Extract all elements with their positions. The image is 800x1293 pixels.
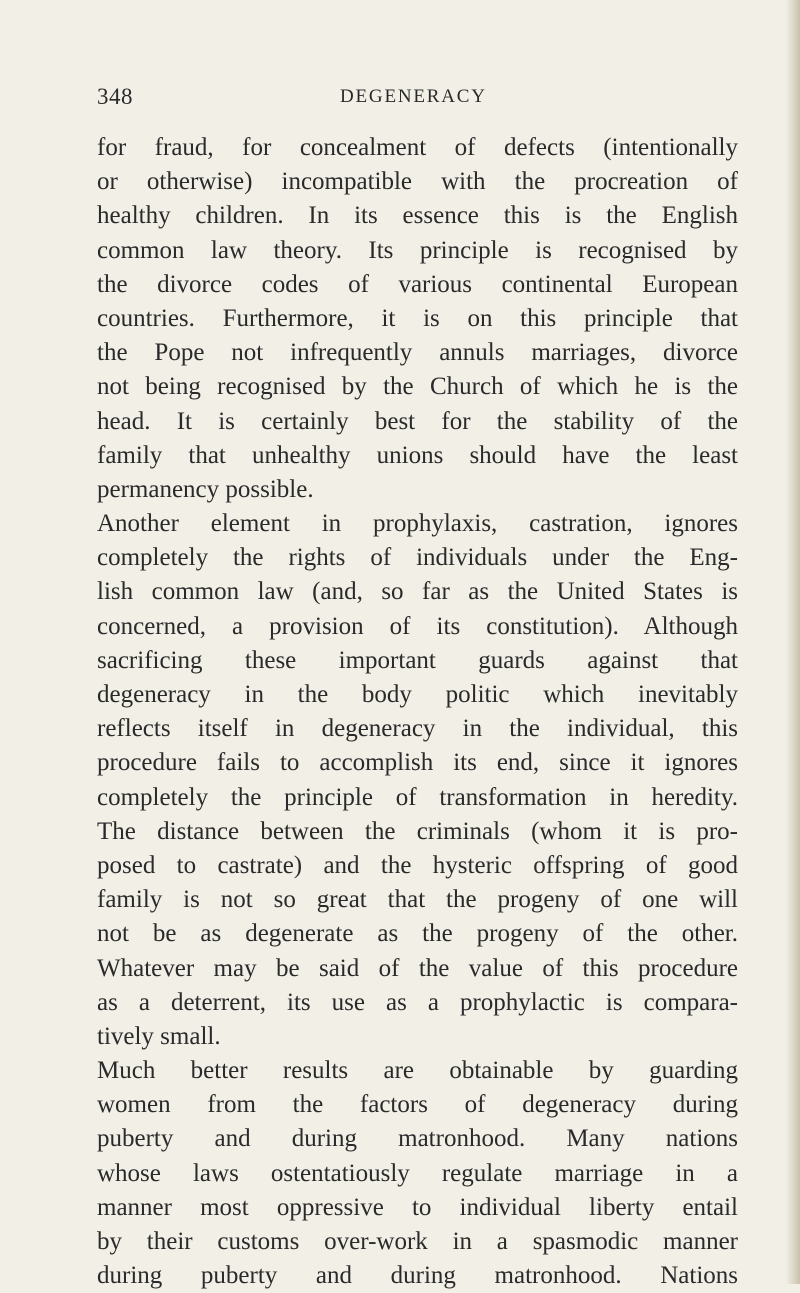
- text-line: whose laws ostentatiously regulate marriage in a: [97, 1159, 738, 1187]
- text-line: lish common law (and, so far as the United States is: [97, 578, 738, 606]
- text-line: The distance between the criminals (whom it is pro-: [97, 817, 738, 845]
- text-line: not be as degenerate as the progeny of the other.: [97, 920, 738, 948]
- text-line: healthy children. In its essence this is the English: [97, 202, 738, 230]
- text-line: manner most oppressive to individual liberty entail: [97, 1193, 738, 1221]
- text-line: family that unhealthy unions should have the least: [97, 441, 738, 469]
- text-line: by their customs over-work in a spasmodic manner: [97, 1228, 738, 1255]
- text-line: the divorce codes of various continental European: [97, 270, 738, 298]
- text-line: common law theory. Its principle is recognised by: [97, 236, 738, 264]
- body-text: [97, 131, 738, 1293]
- text-line: head. It is certainly best for the stability of the: [97, 407, 738, 435]
- text-line: degeneracy in the body politic which inevitably: [97, 681, 738, 708]
- text-line: women from the factors of degeneracy during: [97, 1091, 738, 1119]
- text-line: the Pope not infrequently annuls marriages, divorce: [97, 339, 738, 367]
- running-head: DEGENERACY: [340, 86, 487, 107]
- text-line: during puberty and during matronhood. Nations: [97, 1262, 738, 1290]
- text-line: reflects itself in degeneracy in the individual, this: [97, 715, 738, 743]
- text-line: family is not so great that the progeny of one will: [97, 886, 738, 914]
- text-line: countries. Furthermore, it is on this principle that: [97, 304, 738, 332]
- text-line: Much better results are obtainable by guarding: [97, 1057, 738, 1085]
- text-line: or otherwise) incompatible with the procreation of: [97, 168, 738, 196]
- page-number: 348: [97, 84, 133, 109]
- text-line: not being recognised by the Church of which he is the: [97, 373, 738, 401]
- text-line: Whatever may be said of the value of this procedure: [97, 954, 738, 982]
- page-edge-shadow: [786, 0, 800, 1284]
- text-line: as a deterrent, its use as a prophylactic is compara-: [97, 988, 738, 1016]
- page-header: [97, 84, 737, 120]
- text-line: Another element in prophylaxis, castration, ignores: [97, 510, 738, 538]
- text-line: puberty and during matronhood. Many nations: [97, 1125, 738, 1153]
- text-line: posed to castrate) and the hysteric offspring of good: [97, 851, 738, 879]
- text-line: permanency possible.: [97, 475, 314, 503]
- text-line: concerned, a provision of its constitution). Although: [97, 612, 738, 640]
- text-line: completely the rights of individuals under the Eng-: [97, 544, 738, 572]
- text-line: tively small.: [97, 1022, 221, 1050]
- text-line: sacrificing these important guards against that: [97, 646, 738, 674]
- text-line: procedure fails to accomplish its end, since it ignores: [97, 749, 738, 777]
- text-line: completely the principle of transformation in heredity.: [97, 783, 738, 811]
- text-line: for fraud, for concealment of defects (intentionally: [97, 134, 738, 161]
